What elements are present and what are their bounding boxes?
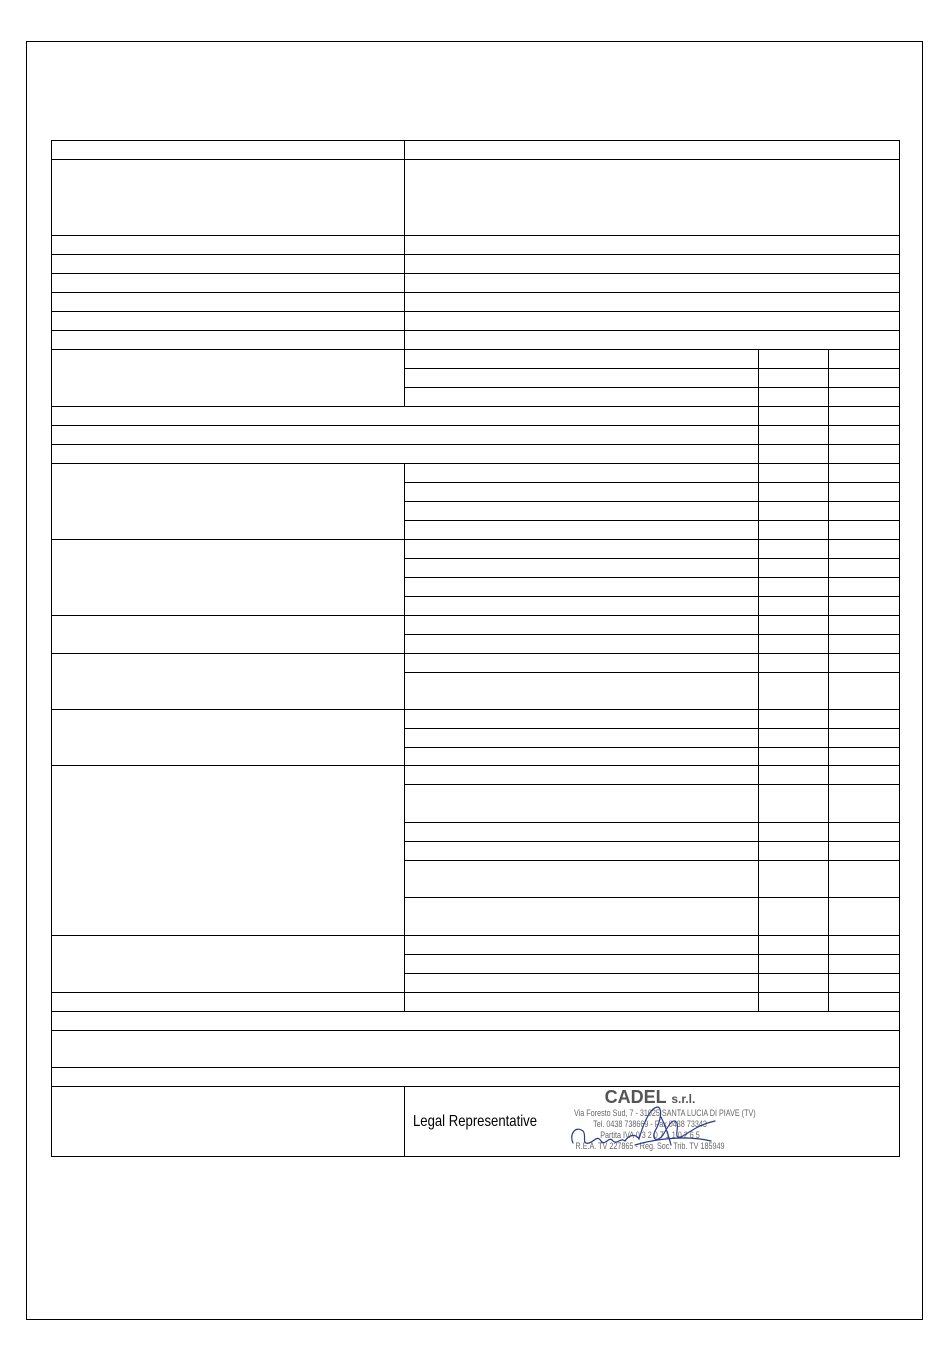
form-cell bbox=[759, 445, 829, 464]
form-cell bbox=[405, 766, 759, 785]
form-cell bbox=[52, 993, 405, 1012]
form-cell bbox=[405, 502, 759, 521]
form-cell bbox=[759, 388, 829, 407]
form-cell bbox=[759, 955, 829, 974]
form-cell bbox=[829, 445, 900, 464]
form-cell bbox=[829, 616, 900, 635]
form-cell bbox=[405, 578, 759, 597]
form-cell bbox=[829, 673, 900, 710]
form-cell bbox=[829, 993, 900, 1012]
form-cell bbox=[829, 369, 900, 388]
stamp-company: CADEL bbox=[604, 1087, 667, 1107]
form-cell bbox=[829, 748, 900, 766]
form-cell bbox=[52, 274, 405, 293]
form-cell bbox=[405, 483, 759, 502]
signature-left-cell bbox=[52, 1087, 405, 1157]
form-cell bbox=[829, 407, 900, 426]
form-cell bbox=[405, 141, 900, 160]
form-cell bbox=[759, 823, 829, 842]
form-cell bbox=[759, 597, 829, 616]
form-cell bbox=[405, 955, 759, 974]
form-cell bbox=[405, 540, 759, 559]
form-cell bbox=[759, 785, 829, 823]
form-cell bbox=[405, 823, 759, 842]
company-stamp bbox=[555, 1087, 756, 1156]
form-cell bbox=[829, 785, 900, 823]
form-cell bbox=[759, 654, 829, 673]
form-cell bbox=[829, 426, 900, 445]
form-cell bbox=[405, 331, 900, 350]
form-cell bbox=[829, 483, 900, 502]
form-cell bbox=[759, 350, 829, 369]
stamp-vat: Partita IVA 0 3 2 0 7 1 1 0 2 6 5 bbox=[600, 1130, 700, 1140]
form-cell bbox=[52, 1068, 900, 1087]
form-cell bbox=[405, 898, 759, 936]
form-cell bbox=[759, 369, 829, 388]
form-cell bbox=[759, 483, 829, 502]
form-cell bbox=[52, 654, 405, 710]
form-cell bbox=[829, 540, 900, 559]
form-cell bbox=[759, 616, 829, 635]
form-cell bbox=[52, 160, 405, 236]
form-cell bbox=[759, 407, 829, 426]
form-cell bbox=[52, 616, 405, 654]
form-cell bbox=[52, 936, 405, 993]
form-cell bbox=[405, 729, 759, 748]
form-cell bbox=[405, 748, 759, 766]
form-cell bbox=[405, 521, 759, 540]
form-cell bbox=[405, 861, 759, 898]
form-cell bbox=[405, 597, 759, 616]
form-cell bbox=[759, 729, 829, 748]
form-cell bbox=[405, 842, 759, 861]
stamp-address: Via Foresto Sud, 7 - 31025 SANTA LUCIA DI PIAVE (TV) bbox=[574, 1108, 756, 1118]
form-cell bbox=[405, 785, 759, 823]
form-cell bbox=[759, 502, 829, 521]
form-cell bbox=[759, 578, 829, 597]
form-cell bbox=[405, 236, 900, 255]
form-cell bbox=[829, 635, 900, 654]
form-cell bbox=[405, 635, 759, 654]
form-cell bbox=[759, 993, 829, 1012]
form-cell bbox=[759, 710, 829, 729]
form-cell bbox=[52, 331, 405, 350]
form-cell bbox=[759, 540, 829, 559]
stamp-company-suffix: s.r.l. bbox=[671, 1092, 696, 1106]
form-cell bbox=[759, 766, 829, 785]
form-cell bbox=[759, 842, 829, 861]
form-cell bbox=[405, 369, 759, 388]
form-cell bbox=[52, 426, 759, 445]
form-cell bbox=[759, 861, 829, 898]
form-cell bbox=[52, 255, 405, 274]
declaration-form-table bbox=[51, 140, 900, 1157]
form-cell bbox=[829, 654, 900, 673]
form-cell bbox=[829, 597, 900, 616]
form-cell bbox=[759, 974, 829, 993]
form-cell bbox=[829, 464, 900, 483]
form-cell bbox=[405, 710, 759, 729]
stamp-phone: Tel. 0438 738669 - Fax 0438 73343 bbox=[593, 1119, 707, 1129]
form-cell bbox=[829, 559, 900, 578]
form-cell bbox=[829, 729, 900, 748]
form-cell bbox=[405, 673, 759, 710]
form-cell bbox=[829, 710, 900, 729]
form-cell bbox=[405, 255, 900, 274]
form-cell bbox=[52, 464, 405, 540]
form-cell bbox=[52, 540, 405, 616]
form-cell bbox=[405, 274, 900, 293]
form-cell bbox=[405, 388, 759, 407]
form-cell bbox=[52, 312, 405, 331]
form-cell bbox=[405, 559, 759, 578]
form-cell bbox=[52, 236, 405, 255]
form-cell bbox=[829, 578, 900, 597]
form-cell bbox=[829, 766, 900, 785]
form-cell bbox=[52, 141, 405, 160]
form-cell bbox=[405, 350, 759, 369]
stamp-registry: R.E.A. TV 227865 - Reg. Soc. Trib. TV 185949 bbox=[575, 1141, 725, 1151]
form-cell bbox=[759, 673, 829, 710]
form-cell bbox=[405, 993, 759, 1012]
form-cell bbox=[759, 464, 829, 483]
form-cell bbox=[829, 502, 900, 521]
form-cell bbox=[829, 350, 900, 369]
form-cell bbox=[52, 710, 405, 766]
form-cell bbox=[405, 654, 759, 673]
form-cell bbox=[52, 1031, 900, 1068]
form-cell bbox=[829, 898, 900, 936]
signature-cell bbox=[405, 1087, 900, 1157]
form-cell bbox=[829, 861, 900, 898]
stamp-company-name bbox=[555, 1088, 745, 1108]
form-cell bbox=[52, 293, 405, 312]
form-cell bbox=[405, 616, 759, 635]
form-cell bbox=[52, 407, 759, 426]
form-cell bbox=[759, 521, 829, 540]
form-cell bbox=[52, 350, 405, 407]
form-cell bbox=[759, 748, 829, 766]
form-cell bbox=[829, 955, 900, 974]
form-cell bbox=[52, 766, 405, 936]
form-cell bbox=[759, 898, 829, 936]
form-cell bbox=[759, 426, 829, 445]
form-cell bbox=[759, 559, 829, 578]
form-cell bbox=[829, 823, 900, 842]
form-cell bbox=[829, 388, 900, 407]
form-cell bbox=[405, 974, 759, 993]
form-cell bbox=[829, 842, 900, 861]
form-cell bbox=[829, 521, 900, 540]
form-cell bbox=[759, 635, 829, 654]
form-cell bbox=[52, 445, 759, 464]
legal-representative-label: Legal Representative bbox=[413, 1113, 537, 1130]
form-cell bbox=[829, 974, 900, 993]
form-cell bbox=[759, 936, 829, 955]
form-cell bbox=[52, 1012, 900, 1031]
form-cell bbox=[405, 312, 900, 331]
form-cell bbox=[405, 293, 900, 312]
form-cell bbox=[405, 160, 900, 236]
form-cell bbox=[405, 464, 759, 483]
form-cell bbox=[405, 936, 759, 955]
form-cell bbox=[829, 936, 900, 955]
